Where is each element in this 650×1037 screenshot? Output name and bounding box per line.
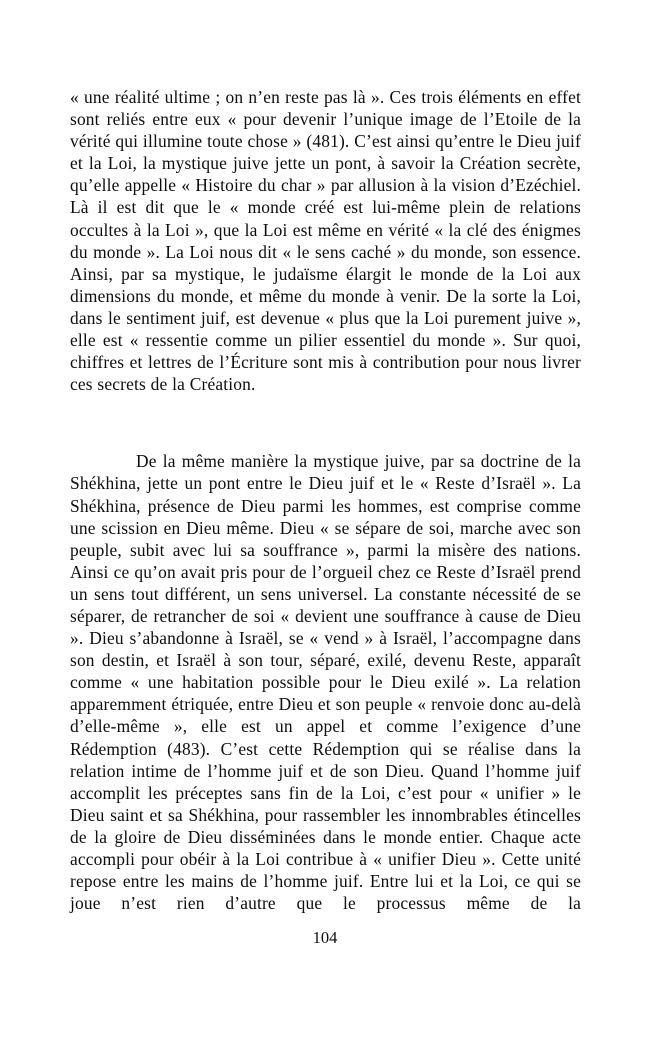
paragraph-2: De la même manière la mystique juive, par sa doctrine de la Shékhina, jette un pont entre le Dieu juif et le « Reste d’Israël ». La Shékhina, présence de Dieu parmi les hommes, est comprise comme une scission en Dieu même. Dieu « se sépare de soi, marche avec son peuple, subit avec lui sa souffrance », parmi la misère des nations. Ainsi ce qu’on avait pris pour de l’orgueil chez ce Reste d’Israël prend un sens tout différent, un sens universel. La constante nécessité de se séparer, de retrancher de soi « devient une souffrance à cause de Dieu ». Dieu s’abandonne à Israël, se « vend » à Israël, l’accompagne dans son destin, et Israël à son tour, séparé, exilé, devenu Reste, apparaît comme « une habitation possible pour le Dieu exilé ». La relation apparemment étriquée, entre Dieu et son peuple « renvoie donc au-delà d’elle-même », elle est un appel et comme l’exigence d’une Rédemption (483). C’est cette Rédemption qui se réalise dans la relation intime de l’homme juif et de son Dieu. Quand l’homme juif accomplit les préceptes sans fin de la Loi, c’est pour « unifier » le Dieu saint et sa Shékhina, pour rassembler les innombrables étincelles de la gloire de Dieu disséminées dans le monde entier. Chaque acte accompli pour obéir à la Loi contribue à « unifier Dieu ». Cette unité repose entre les mains de l’homme juif. Entre lui et la Loi, ce qui se joue n’est rien d’autre que le processus même de la	[70, 451, 581, 914]
page-text-block	[70, 86, 581, 936]
page-number: 104	[312, 928, 338, 947]
paragraph-1: « une réalité ultime ; on n’en reste pas là ». Ces trois éléments en effet sont reliés entre eux « pour devenir l’unique image de l’Etoile de la vérité qui illumine toute chose » (481). C’est ainsi qu’entre le Dieu juif et la Loi, la mystique juive jette un pont, à savoir la Création secrète, qu’elle appelle « Histoire du char » par allusion à la vision d’Ezéchiel. Là il est dit que le « monde créé est lui-même plein de relations occultes à la Loi », que la Loi est même en vérité « la clé des énigmes du monde ». La Loi nous dit « le sens caché » du monde, son essence. Ainsi, par sa mystique, le judaïsme élargit le monde de la Loi aux dimensions du monde, et même du monde à venir. De la sorte la Loi, dans le sentiment juif, est devenue « plus que la Loi purement juive », elle est « ressentie comme un pilier essentiel du monde ». Sur quoi, chiffres et lettres de l’Écriture sont mis à contribution pour nous livrer ces secrets de la Création.	[70, 87, 581, 395]
